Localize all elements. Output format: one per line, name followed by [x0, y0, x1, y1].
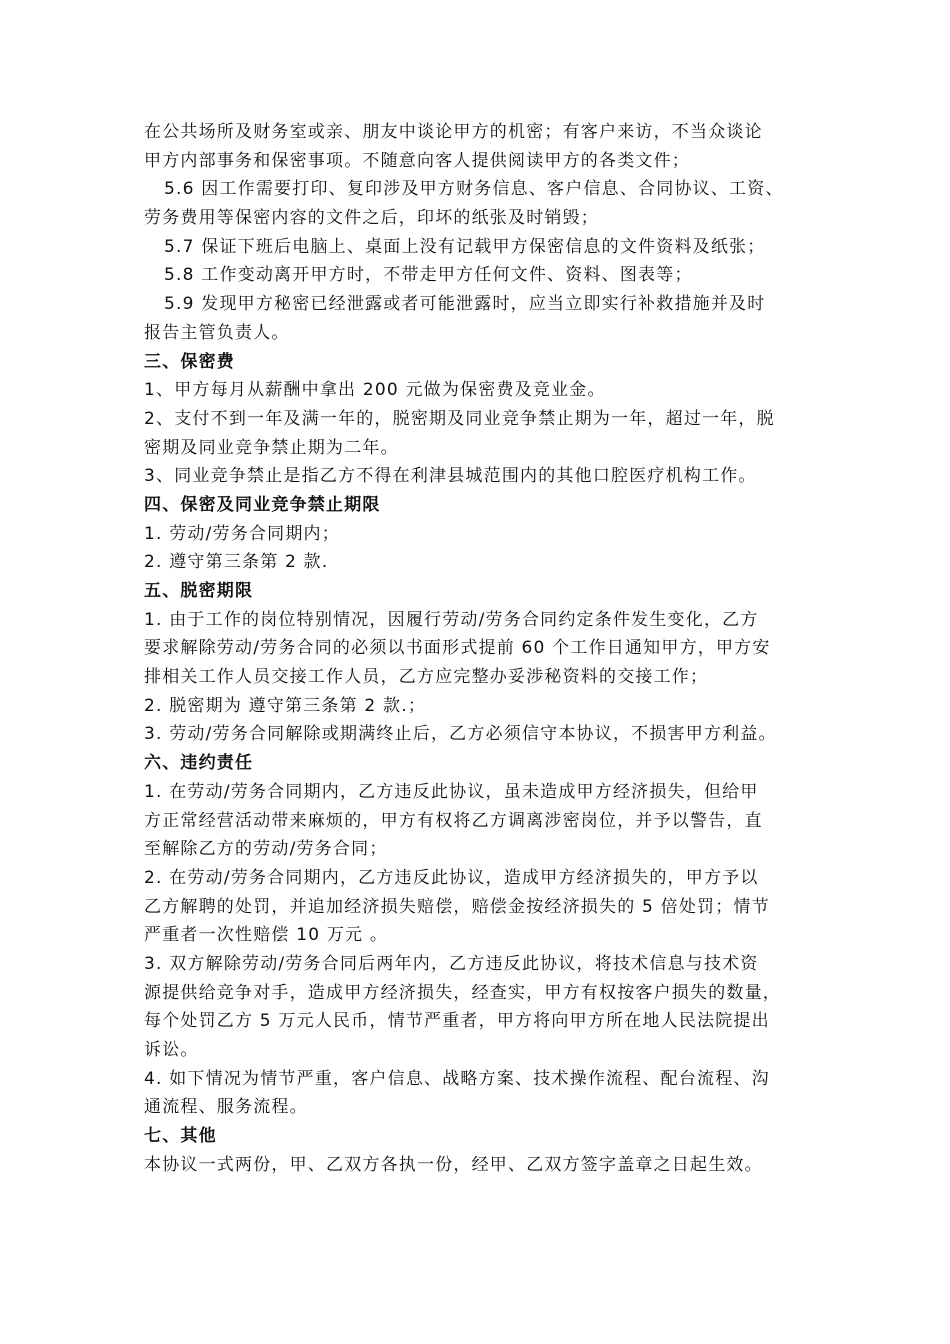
agreement-text — [144, 118, 814, 1179]
clause-5-7: 5.7 保证下班后电脑上、桌面上没有记载甲方保密信息的文件资料及纸张； — [164, 236, 766, 257]
section-heading-declassification: 五、脱密期限 — [144, 581, 254, 601]
text-line: 乙方解聘的处罚，并追加经济损失赔偿，赔偿金按经济损失的 5 倍处罚；情节 — [144, 896, 770, 917]
text-line: 排相关工作人员交接工作人员，乙方应完整办妥涉秘资料的交接工作； — [144, 667, 709, 688]
text-line: 1. 在劳动/劳务合同期内，乙方违反此协议，虽未造成甲方经济损失，但给甲 — [144, 781, 759, 802]
text-line: 诉讼。 — [144, 1040, 199, 1060]
text-line: 劳务费用等保密内容的文件之后，印坏的纸张及时销毁； — [144, 208, 599, 229]
text-line: 源提供给竞争对手，造成甲方经济损失，经查实，甲方有权按客户损失的数量， — [144, 982, 781, 1003]
text-line: 本协议一式两份，甲、乙双方各执一份，经甲、乙双方签字盖章之日起生效。 — [144, 1154, 763, 1175]
text-line: 2、支付不到一年及满一年的，脱密期及同业竞争禁止期为一年，超过一年，脱 — [144, 408, 775, 429]
clause-5-8: 5.8 工作变动离开甲方时，不带走甲方任何文件、资料、图表等； — [164, 265, 693, 286]
text-line: 严重者一次性赔偿 10 万元 。 — [144, 925, 389, 946]
text-line: 要求解除劳动/劳务合同的必须以书面形式提前 60 个工作日通知甲方，甲方安 — [144, 638, 771, 659]
clause-5-9: 5.9 发现甲方秘密已经泄露或者可能泄露时，应当立即实行补救措施并及时 — [164, 294, 766, 315]
section-heading-other: 七、其他 — [144, 1126, 217, 1147]
text-line: 报告主管负责人。 — [144, 322, 290, 343]
text-line: 1. 由于工作的岗位特别情况，因履行劳动/劳务合同约定条件发生变化，乙方 — [144, 609, 759, 630]
text-line: 密期及同业竞争禁止期为二年。 — [144, 437, 399, 458]
text-line: 2. 脱密期为 遵守第三条第 2 款.； — [144, 695, 427, 716]
text-line: 1、甲方每月从薪酬中拿出 200 元做为保密费及竞业金。 — [144, 380, 606, 401]
text-line: 通流程、服务流程。 — [144, 1097, 308, 1118]
text-line: 4. 如下情况为情节严重，客户信息、战略方案、技术操作流程、配台流程、沟 — [144, 1068, 770, 1089]
section-heading-term: 四、保密及同业竞争禁止期限 — [144, 494, 381, 515]
section-heading-liability: 六、违约责任 — [144, 753, 254, 774]
text-line: 3. 双方解除劳动/劳务合同后两年内，乙方违反此协议，将技术信息与技术资 — [144, 953, 759, 974]
text-line: 2. 在劳动/劳务合同期内，乙方违反此协议，造成甲方经济损失的，甲方予以 — [144, 867, 759, 888]
text-line: 每个处罚乙方 5 万元人民币，情节严重者，甲方将向甲方所在地人民法院提出 — [144, 1011, 770, 1032]
text-line: 方正常经营活动带来麻烦的，甲方有权将乙方调离涉密岗位，并予以警告，直 — [144, 810, 763, 831]
text-line: 1. 劳动/劳务合同期内； — [144, 523, 340, 544]
text-line: 甲方内部事务和保密事项。不随意向客人提供阅读甲方的各类文件； — [144, 150, 690, 171]
text-line: 2. 遵守第三条第 2 款. — [144, 552, 329, 573]
text-line: 3、同业竞争禁止是指乙方不得在利津县城范围内的其他口腔医疗机构工作。 — [144, 466, 757, 487]
clause-5-6: 5.6 因工作需要打印、复印涉及甲方财务信息、客户信息、合同协议、工资、 — [164, 179, 784, 200]
text-line: 至解除乙方的劳动/劳务合同； — [144, 839, 388, 860]
text-line: 在公共场所及财务室或亲、朋友中谈论甲方的机密；有客户来访，不当众谈论 — [144, 122, 763, 142]
section-heading-confidentiality-fee: 三、保密费 — [144, 351, 235, 372]
text-line: 3. 劳动/劳务合同解除或期满终止后，乙方必须信守本协议，不损害甲方利益。 — [144, 724, 777, 745]
